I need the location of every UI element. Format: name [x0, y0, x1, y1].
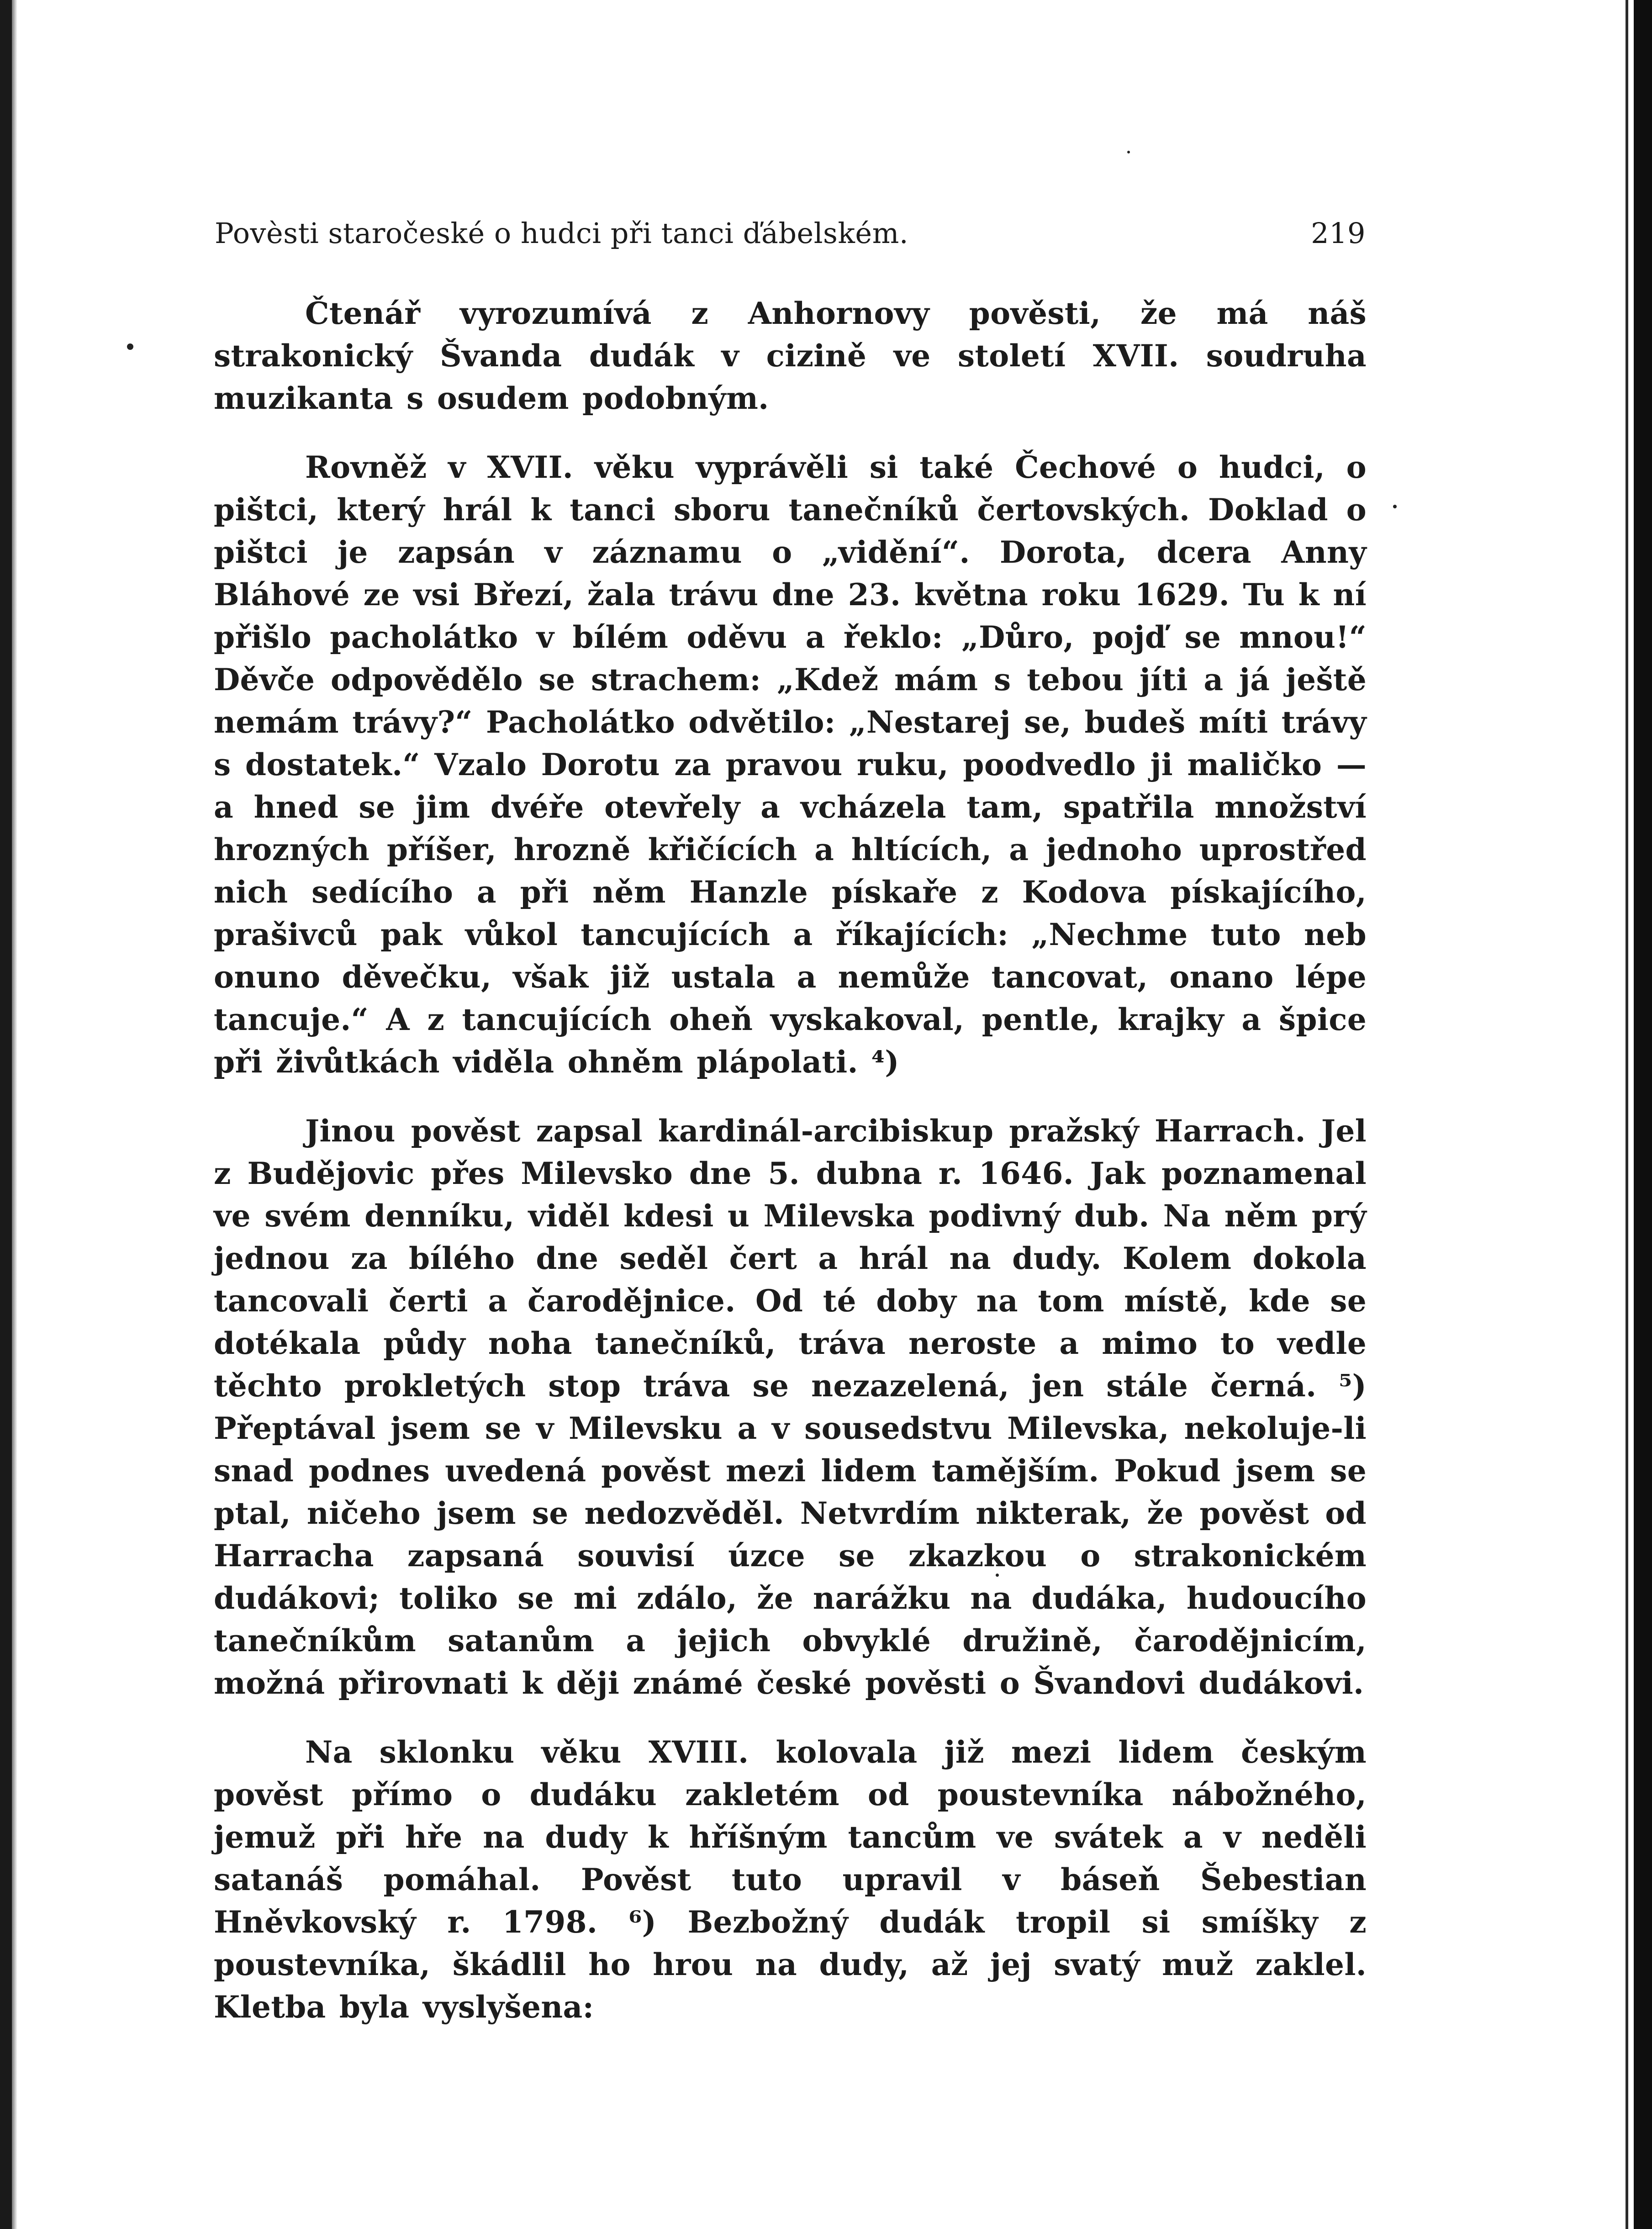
scan-edge-right-line — [1626, 0, 1628, 2229]
paragraph-4: Na sklonku věku XVIII. kolovala již mezi lidem českým pověst přímo o dudáku zakletém od poustevníka nábožného, jemuž při hře na dudy k hříšným tancům ve svátek a v neděli satanáš pomáhal. Pověst tuto upravil v báseň Šebestian Hněvkovský r. 1798. ⁶) Bezbožný dudák tropil si smíšky z poustevníka, škádlil ho hrou na dudy, až jej svatý muž zaklel. Kletba byla vyslyšena: — [214, 1734, 1367, 2025]
paragraph-3: Jinou pověst zapsal kardinál-arcibiskup pražský Harrach. Jel z Budějovic přes Milevsko dne 5. dubna r. 1646. Jak poznamenal ve svém denníku, viděl kdesi u Milevska podivný dub. Na něm prý jednou za bílého dne seděl čert a hrál na dudy. Kolem dokola tancovali čerti a čarodějnice. Od té doby na tom místě, kde se dotékala půdy noha tanečníků, tráva neroste a mimo to vedle těchto prokletých stop tráva se nezazelená, jen stále černá. ⁵) Přeptával jsem se v Milevsku a v sousedstvu Milevska, nekoluje-li snad podnes uvedená pověst mezi lidem tamějším. Pokud jsem se ptal, ničeho jsem se nedozvěděl. Netvrdím nikterak, že pověst od Harracha zapsaná souvisí úzce se zkazkou o strakonickém dudákovi; toliko se mi zdálo, že narážku na dudáka, hudoucího tanečníkům satanům a jejich obvyklé družině, čarodějnicím, možná přirovnati k ději známé české pověsti o Švandovi dudákovi. — [214, 1113, 1367, 1701]
running-header — [215, 208, 1366, 258]
scan-edge-right — [1634, 0, 1652, 2229]
scan-edge-left-shadow — [12, 0, 17, 2229]
scan-speck — [127, 343, 133, 350]
paragraph-2: Rovněž v XVII. věku vyprávěli si také Čechové o hudci, o pištci, který hrál k tanci sboru tanečníků čertovských. Doklad o pištci je zapsán v záznamu o „vidění“. Dorota, dcera Anny Bláhové ze vsi Březí, žala trávu dne 23. května roku 1629. Tu k ní přišlo pacholátko v bílém oděvu a řeklo: „Důro, pojď se mnou!“ Děvče odpovědělo se strachem: „Kdež mám s tebou jíti a já ještě nemám trávy?“ Pacholátko odvětilo: „Nestarej se, budeš míti trávy s dostatek.“ Vzalo Dorotu za pravou ruku, poodvedlo ji maličko — a hned se jim dvéře otevřely a vcházela tam, spatřila množství hrozných příšer, hrozně křičících a hltících, a jednoho uprostřed nich sedícího a při něm Hanzle pískaře z Kodova pískajícího, prašivců pak vůkol tancujících a říkajících: „Nechme tuto neb onuno děvečku, však již ustala a nemůže tancovat, onano lépe tancuje.“ A z tancujících oheň vyskakoval, pentle, krajky a špice při živůtkách viděla ohněm plápolati. ⁴) — [214, 449, 1367, 1080]
scan-speck — [1393, 505, 1397, 508]
scan-edge-left — [0, 0, 12, 2229]
header-title: Povèsti staročeské o hudci při tanci ďábelském. — [215, 216, 909, 250]
scan-speck — [1127, 151, 1130, 153]
body-text — [214, 292, 1367, 2028]
page-number: 219 — [1311, 216, 1366, 250]
paragraph-1: Čtenář vyrozumívá z Anhornovy pověsti, že má náš strakonický Švanda dudák v cizině ve století XVII. soudruha muzikanta s osudem podobným. — [214, 296, 1367, 416]
